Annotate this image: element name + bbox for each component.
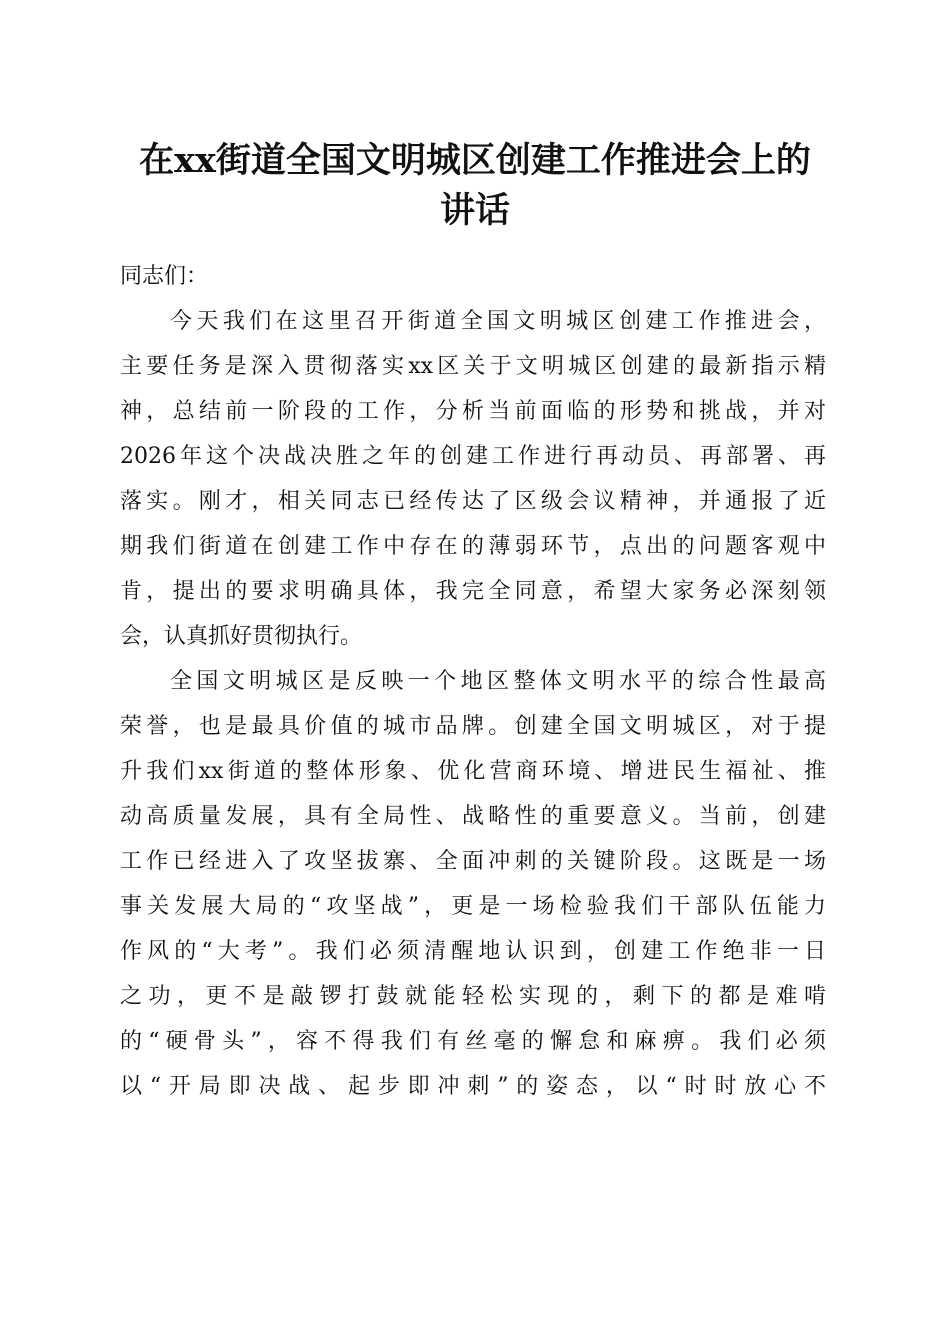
paragraph-line: 动高质量发展，具有全局性、战略性的重要意义。当前，创建 (120, 804, 826, 829)
document-title (100, 136, 850, 236)
paragraph-line: 事关发展大局的“攻坚战”，更是一场检验我们干部队伍能力 (120, 894, 826, 919)
paragraph-line: 以“开局即决战、起步即冲刺”的姿态，以“时时放心不 (120, 1074, 826, 1099)
paragraph-line: 工作已经进入了攻坚拔寨、全面冲刺的关键阶段。这既是一场 (120, 849, 826, 874)
salutation: 同志们： (120, 264, 209, 289)
paragraph-line: 荣誉，也是最具价值的城市品牌。创建全国文明城区，对于提 (120, 714, 826, 739)
paragraph-line: 全国文明城区是反映一个地区整体文明水平的综合性最高 (170, 669, 826, 694)
paragraph-line: 的“硬骨头”，容不得我们有丝毫的懈怠和麻痹。我们必须 (120, 1029, 826, 1054)
paragraph-line: 会，认真抓好贯彻执行。 (120, 624, 363, 649)
paragraph-line: 期我们街道在创建工作中存在的薄弱环节，点出的问题客观中 (120, 534, 826, 559)
document-body (120, 254, 826, 1109)
paragraph-line: 2026年这个决战决胜之年的创建工作进行再动员、再部署、再 (120, 444, 826, 469)
paragraph-line: 升我们xx街道的整体形象、优化营商环境、增进民生福祉、推 (120, 759, 826, 784)
paragraph-2 (120, 659, 826, 1109)
paragraph-line: 主要任务是深入贯彻落实xx区关于文明城区创建的最新指示精 (120, 354, 826, 379)
paragraph-line: 神，总结前一阶段的工作，分析当前面临的形势和挑战，并对 (120, 399, 826, 424)
paragraph-line: 作风的“大考”。我们必须清醒地认识到，创建工作绝非一日 (120, 939, 826, 964)
title-line-1: 在xx街道全国文明城区创建工作推进会上的 (139, 140, 811, 181)
title-line-2: 讲话 (439, 190, 510, 231)
paragraph-1 (120, 299, 826, 659)
paragraph-line: 落实。刚才，相关同志已经传达了区级会议精神，并通报了近 (120, 489, 826, 514)
paragraph-line: 之功，更不是敲锣打鼓就能轻松实现的，剩下的都是难啃 (120, 984, 826, 1009)
paragraph-line: 肯，提出的要求明确具体，我完全同意，希望大家务必深刻领 (120, 579, 826, 604)
paragraph-line: 今天我们在这里召开街道全国文明城区创建工作推进会， (170, 309, 826, 334)
